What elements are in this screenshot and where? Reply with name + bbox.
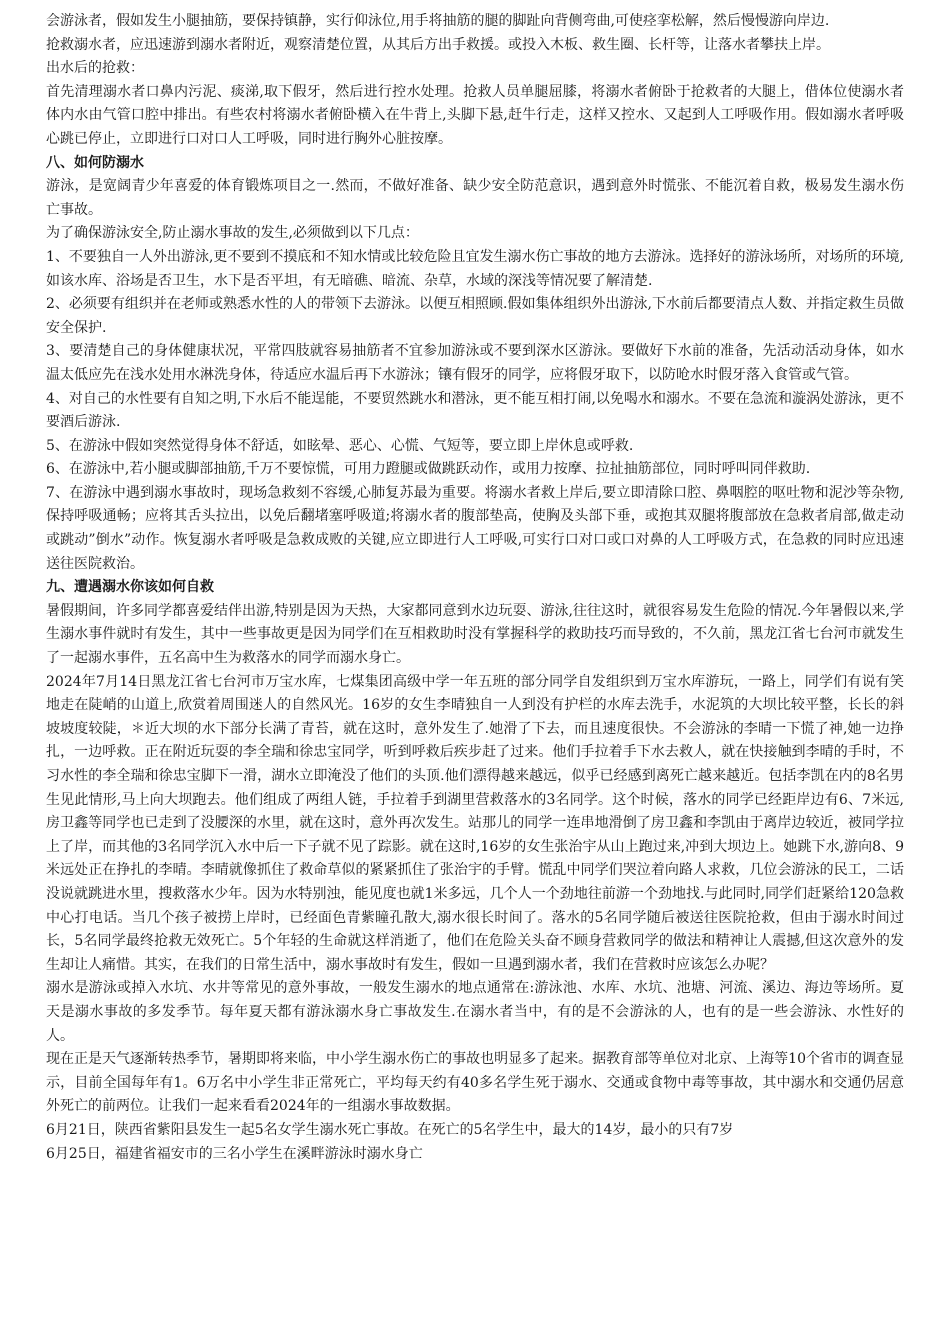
paragraph: 首先清理溺水者口鼻内污泥、痰涕,取下假牙，然后进行控水处理。抢救人员单腿屈膝，将溺水者俯卧于抢救者的大腿上，借体位使溺水者体内水由气管口腔中排出。有些农村将溺水者俯卧横入在牛背上,头脚下悬,赶牛行走，这样又控水、又起到人工呼吸作用。假如溺水者呼吸心跳已停止，立即进行口对口人工呼吸，同时进行胸外心脏按摩。 xyxy=(46,83,904,147)
paragraph: 会游泳者，假如发生小腿抽筋，要保持镇静，实行仰泳位,用手将抽筋的腿的脚趾向背侧弯曲,可使痉挛松解，然后慢慢游向岸边. xyxy=(46,13,830,29)
paragraph: 溺水是游泳或掉入水坑、水井等常见的意外事故，一般发生溺水的地点通常在:游泳池、水库、水坑、池塘、河流、溪边、海边等场所。夏天是溺水事故的多发季节。每年夏天都有游泳溺水身亡事故发生.在溺水者当中，有的是不会游泳的人，也有的是一些会游泳、水性好的人。 xyxy=(46,980,904,1044)
paragraph: 游泳，是宽阔青少年喜爱的体育锻炼项目之一.然而，不做好准备、缺少安全防范意识，遇到意外时慌张、不能沉着自救，极易发生溺水伤亡事故。 xyxy=(46,178,904,218)
paragraph: 为了确保游泳安全,防止溺水事故的发生,必须做到以下几点： xyxy=(46,225,419,242)
list-item: 2、必须要有组织并在老师或熟悉水性的人的带领下去游泳。以便互相照顾.假如集体组织外出游泳,下水前后都要清点人数、并指定救生员做安全保护. xyxy=(46,296,904,336)
list-item: 7、在游泳中遇到溺水事故时，现场急救刻不容缓,心肺复苏最为重要。将溺水者救上岸后,要立即清除口腔、鼻咽腔的呕吐物和泥沙等杂物,保持呼吸通畅；应将其舌头拉出，以免后翻堵塞呼吸道;将溺水者的腹部垫高，使胸及头部下垂，或抱其双腿将腹部放在急救者肩部,做走动或跳动”倒水”动作。恢复溺水者呼吸是急救成败的关键,应立即进行人工呼吸,可实行口对口或口对鼻的人工呼吸方式，在急救的同时应迅速送往医院救治。 xyxy=(46,484,904,572)
paragraph: 出水后的抢救： xyxy=(46,60,144,77)
list-item: 6、在游泳中,若小腿或脚部抽筋,千万不要惊慌，可用力蹬腿或做跳跃动作，或用力按摩、拉扯抽筋部位，同时呼叫同伴救助. xyxy=(46,461,811,478)
section-heading: 九、遭遇溺水你该如何自救 xyxy=(46,579,214,596)
paragraph: 抢救溺水者，应迅速游到溺水者附近，观察清楚位置，从其后方出手救援。或投入木板、救生圈、长杆等，让落水者攀扶上岸。 xyxy=(46,36,830,53)
list-item: 5、在游泳中假如突然觉得身体不舒适，如眩晕、恶心、心慌、气短等，要立即上岸休息或呼救. xyxy=(46,437,634,454)
list-item: 1、不要独自一人外出游泳,更不要到不摸底和不知水情或比较危险且宜发生溺水伤亡事故的地方去游泳。选择好的游泳场所，对场所的环境,如该水库、浴场是否卫生，水下是否平坦，有无暗礁、暗流、杂草，水域的深浅等情况要了解清楚. xyxy=(46,248,904,289)
paragraph: 2024年7月14日黑龙江省七台河市万宝水库，七煤集团高级中学一年五班的部分同学自发组织到万宝水库游玩，一路上，同学们有说有笑地走在陡峭的山道上,欣赏着周围迷人的自然风光。16岁的女生李晴独自一人到没有护栏的水库去洗手，水泥筑的大坝比较平整，长长的斜坡坡度较陡，＊近大坝的水下部分长满了青苔，就在这时，意外发生了.她滑了下去，而且速度很快。不会游泳的李晴一下慌了神,她一边挣扎，一边呼救。正在附近玩耍的李全瑞和徐忠宝同学，听到呼救后疾步赶了过来。他们手拉着手下水去救人，就在快接触到李晴的手时，不习水性的李全瑞和徐忠宝脚下一滑，湖水立即淹没了他们的头顶.他们漂得越来越远，似乎已经感到离死亡越来越近。包括李凯在内的8名男生见此情形,马上向大坝跑去。他们组成了两组人链，手拉着手到湖里营救落水的3名同学。这个时候，落水的同学已经距岸边有6、7米远,房卫鑫等同学也已走到了没腰深的水里，就在这时，意外再次发生。站那儿的同学一连串地滑倒了房卫鑫和李凯由于离岸边较近，被同学拉上了岸，而其他的3名同学沉入水中后一下子就不见了踪影。就在这时,16岁的女生张治宇从山上跑过来,冲到大坝边上。她跳下水,游向8、9米远处正在挣扎的李晴。李晴就像抓住了救命草似的紧紧抓住了张治宇的手臂。慌乱中同学们哭泣着向路人求救，几位会游泳的民工，二话没说就跳进水里，搜救落水少年。因为水特别浊，能见度也就1米多远，几个人一个劲地往前游一个劲地找.与此同时,同学们赶紧给120急救中心打电话。当几个孩子被捞上岸时，已经面色青紫瞳孔散大,溺水很长时间了。落水的5名同学随后被送往医院抢救，但由于溺水时间过长，5名同学最终抢救无效死亡。5个年轻的生命就这样消逝了，他们在危险关头奋不顾身营救同学的做法和精神让人震撼,但这次意外的发生却让人痛惜。其实，在我们的日常生活中，溺水事故时有发生，假如一旦遇到溺水者，我们在营救时应该怎么办呢？ xyxy=(46,673,904,973)
list-item: 4、对自己的水性要有自知之明,下水后不能逞能，不要贸然跳水和潜泳，更不能互相打闹,以免喝水和溺水。不要在急流和漩涡处游泳，更不要酒后游泳. xyxy=(46,390,904,431)
section-heading: 八、如何防溺水 xyxy=(46,154,144,171)
paragraph: 现在正是天气逐渐转热季节，暑期即将来临，中小学生溺水伤亡的事故也明显多了起来。据教育部等单位对北京、上海等10个省市的调查显示，目前全国每年有1。6万名中小学生非正常死亡，平均每天约有40多名学生死于溺水、交通或食物中毒等事故，其中溺水和交通仍居意外死亡的前两位。让我们一起来看看2024年的一组溺水事故数据。 xyxy=(46,1051,904,1115)
list-item: 3、要清楚自己的身体健康状况，平常四肢就容易抽筋者不宜参加游泳或不要到深水区游泳。要做好下水前的准备，先活动活动身体，如水温太低应先在浅水处用水淋洗身体，待适应水温后再下水游泳；镶有假牙的同学，应将假牙取下，以防呛水时假牙落入食管或气管。 xyxy=(46,343,904,383)
paragraph: 暑假期间，许多同学都喜爱结伴出游,特别是因为天热，大家都同意到水边玩耍、游泳,往往这时，就很容易发生危险的情况.今年暑假以来,学生溺水事件就时有发生，其中一些事故更是因为同学们在互相救助时没有掌握科学的救助技巧而导致的，不久前，黑龙江省七台河市就发生了一起溺水事件，五名高中生为救落水的同学而溺水身亡。 xyxy=(46,602,904,667)
paragraph: 6月25日，福建省福安市的三名小学生在溪畔游泳时溺水身亡 xyxy=(46,1145,423,1162)
paragraph: 6月21日，陕西省紫阳县发生一起5名女学生溺水死亡事故。在死亡的5名学生中，最大的14岁，最小的只有7岁 xyxy=(46,1121,734,1138)
